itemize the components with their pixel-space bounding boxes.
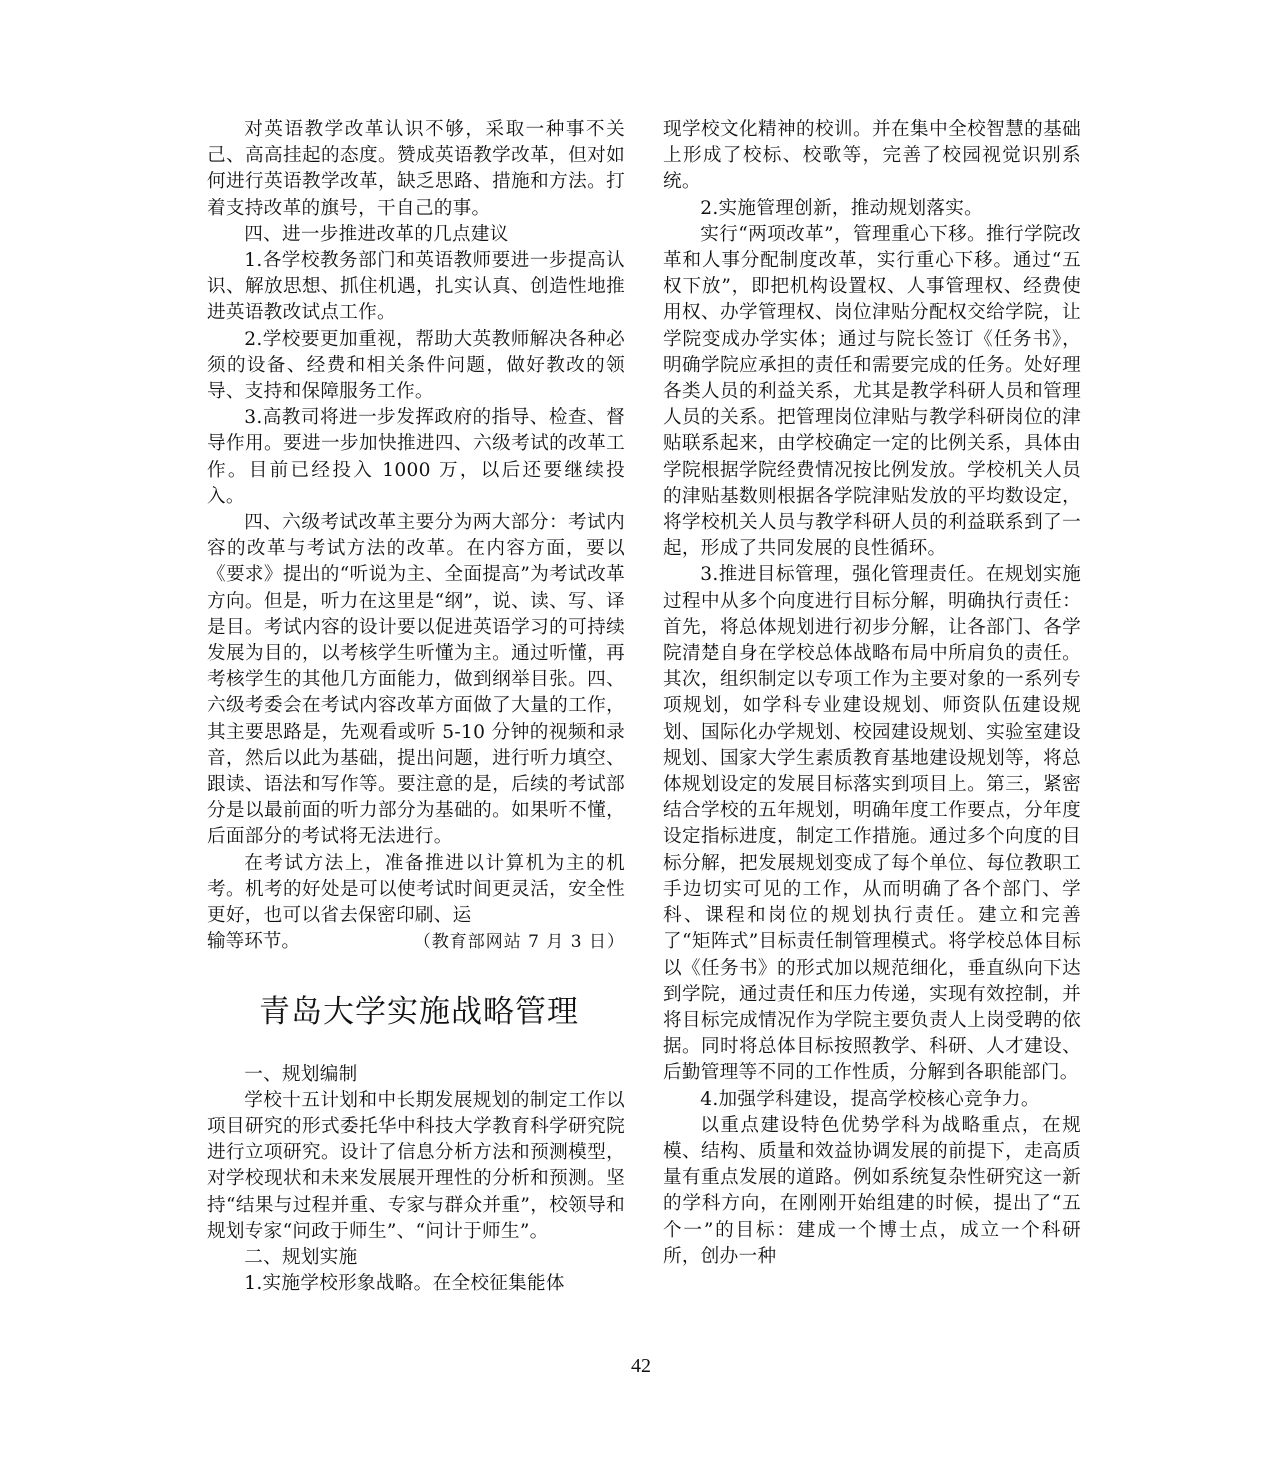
body-paragraph: 3.高教司将进一步发挥政府的指导、检查、督导作用。要进一步加快推进四、六级考试的改革工作。目前已经投入 1000 万，以后还要继续投入。 — [207, 407, 625, 507]
body-paragraph: 2.学校要更加重视，帮助大英教师解决各种必须的设备、经费和相关条件问题，做好教改的领导、支持和保障服务工作。 — [207, 328, 625, 403]
section-heading: 四、进一步推进改革的几点建议 — [244, 223, 509, 245]
body-paragraph: 对英语教学改革认识不够，采取一种事不关己、高高挂起的态度。赞成英语教学改革，但对如何进行英语教学改革，缺乏思路、措施和方法。打着支持改革的旗号，干自己的事。 — [207, 119, 625, 219]
body-paragraph: 1.实施学校形象战略。在全校征集能体 — [244, 1273, 565, 1295]
body-paragraph: 四、六级考试改革主要分为两大部分：考试内容的改革与考试方法的改革。在内容方面，要以《要求》提出的“听说为主、全面提高”为考试改革方向。但是，听力在这里是“纲”，说、读、写、译是目。考试内容的设计要以促进英语学习的可持续发展为目的，以考核学生听懂为主。通过听懂，再考核学生的其他几方面能力，做到纲举目张。四、六级考委会在考试内容改革方面做了大量的工作，其主要思路是，先观看或听 5-10 分钟的视频和录音，然后以此为基础，提出问题，进行听力填空、跟读、语法和写作等。要注意的是，后续的考试部分是以最前面的听力部分为基础的。如果听不懂，后面部分的考试将无法进行。 — [207, 512, 625, 848]
right-column — [663, 117, 1081, 1270]
source-line — [207, 929, 625, 955]
continued-paragraph: 现学校文化精神的校训。并在集中全校智慧的基础上形成了校标、校歌等，完善了校园视觉识别系统。 — [663, 119, 1081, 193]
section-heading: 一、规划编制 — [244, 1063, 358, 1085]
left-column — [207, 117, 625, 1297]
subsection-heading: 4.加强学科建设，提高学校核心竞争力。 — [700, 1088, 1040, 1110]
last-line-text: 输等环节。 — [207, 931, 300, 953]
article-source: （教育部网站 7 月 3 日） — [413, 932, 625, 953]
body-paragraph: 1.各学校教务部门和英语教师要进一步提高认识、解放思想、抓住机遇，扎实认真、创造性地推进英语教改试点工作。 — [207, 250, 625, 324]
body-paragraph: 在考试方法上，准备推进以计算机为主的机考。机考的好处是可以使考试时间更灵活，安全性更好，也可以省去保密印刷、运 — [207, 852, 625, 927]
body-paragraph: 以重点建设特色优势学科为战略重点，在规模、结构、质量和效益协调发展的前提下，走高质量有重点发展的道路。例如系统复杂性研究这一新的学科方向，在刚刚开始组建的时候，提出了“五个一”的目标：建成一个博士点，成立一个科研所，创办一种 — [663, 1114, 1081, 1267]
section-heading: 二、规划实施 — [244, 1246, 358, 1268]
body-paragraph: 学校十五计划和中长期发展规划的制定工作以项目研究的形式委托华中科技大学教育科学研究院进行立项研究。设计了信息分析方法和预测模型，对学校现状和未来发展展开理性的分析和预测。坚持“结果与过程并重、专家与群众并重”，校领导和规划专家“问政于师生”、“问计于师生”。 — [207, 1089, 625, 1242]
article-title: 青岛大学实施战略管理 — [259, 993, 579, 1030]
subsection-heading: 2.实施管理创新，推动规划落实。 — [700, 197, 984, 219]
body-paragraph: 实行“两项改革”，管理重心下移。推行学院改革和人事分配制度改革，实行重心下移。通过“五权下放”，即把机构设置权、人事管理权、经费使用权、办学管理权、岗位津贴分配权交给学院，让学院变成办学实体；通过与院长签订《任务书》，明确学院应承担的责任和需要完成的任务。处好理各类人员的利益关系，尤其是教学科研人员和管理人员的关系。把管理岗位津贴与教学科研岗位的津贴联系起来，由学校确定一定的比例关系，具体由学院根据学院经费情况按比例发放。学校机关人员的津贴基数则根据各学院津贴发放的平均数设定，将学校机关人员与教学科研人员的利益联系到了一起，形成了共同发展的良性循环。 — [663, 223, 1081, 560]
body-paragraph: 3.推进目标管理，强化管理责任。在规划实施过程中从多个向度进行目标分解，明确执行责任：首先，将总体规划进行初步分解，让各部门、各学院清楚自身在学校总体战略布局中所肩负的责任。其次，组织制定以专项工作为主要对象的一系列专项规划，如学科专业建设规划、师资队伍建设规划、国际化办学规划、校园建设规划、实验室建设规划、国家大学生素质教育基地建设规划等，将总体规划设定的发展目标落实到项目上。第三，紧密结合学校的五年规划，明确年度工作要点，分年度设定指标进度，制定工作措施。通过多个向度的目标分解，把发展规划变成了每个单位、每位教职工手边切实可见的工作，从而明确了各个部门、学科、课程和岗位的规划执行责任。建立和完善了“矩阵式”目标责任制管理模式。将学校总体目标以《任务书》的形式加以规范细化，垂直纵向下达到学院，通过责任和压力传递，实现有效控制，并将目标完成情况作为学院主要负责人上岗受聘的依据。同时将总体目标按照教学、科研、人才建设、后勤管理等不同的工作性质，分解到各职能部门。 — [663, 564, 1081, 1084]
page-number: 42 — [631, 1355, 651, 1377]
